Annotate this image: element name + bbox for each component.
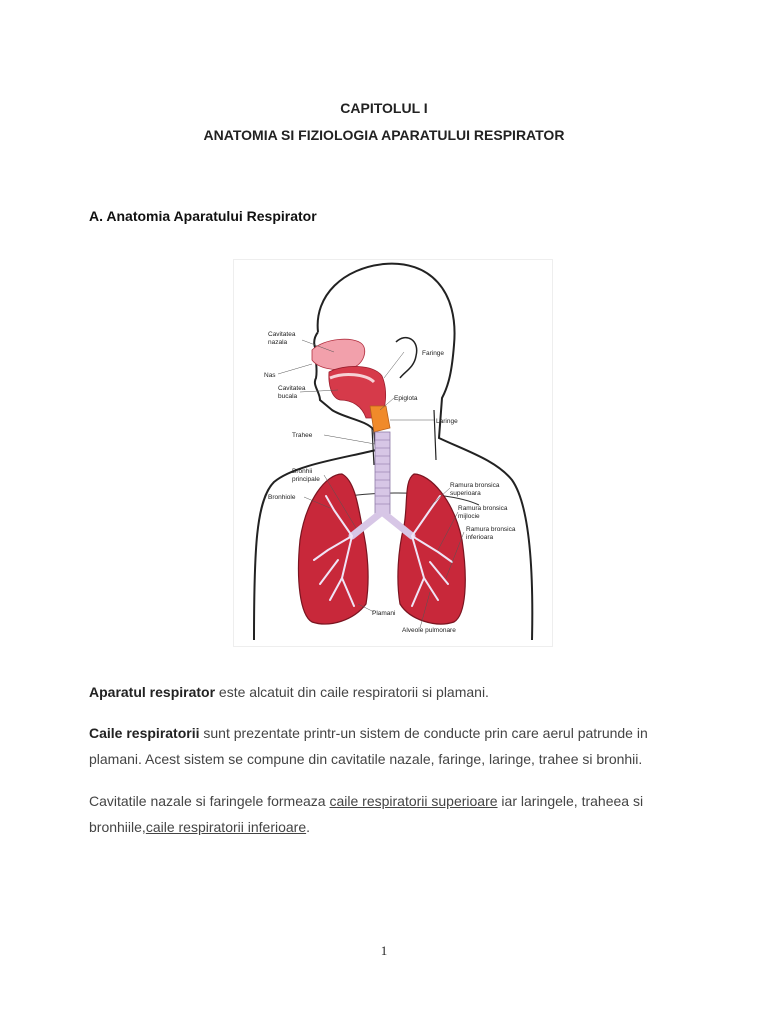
trachea	[375, 432, 390, 514]
label-bronhiole: Bronhiole	[268, 494, 296, 501]
label-faringe: Faringe	[422, 350, 445, 357]
paragraph-text: Cavitatile nazale si faringele formeaza	[89, 793, 330, 809]
paragraph-text: .	[306, 819, 311, 835]
paragraph-text: bronhiile,	[89, 819, 146, 835]
label-cavitatea-bucala-1: Cavitatea	[278, 385, 306, 392]
chapter-heading: CAPITOLUL I	[340, 100, 428, 116]
label-bronhii-2: principale	[292, 476, 320, 483]
left-lung	[299, 474, 369, 624]
term-caile-respiratorii: Caile respiratorii	[89, 725, 200, 741]
label-alveole: Alveole pulmonare	[402, 627, 456, 634]
label-nas: Nas	[264, 372, 276, 379]
paragraph-caile	[89, 720, 709, 772]
respiratory-system-figure	[234, 260, 552, 646]
label-cavitatea-nazala-2: nazala	[268, 339, 288, 346]
label-ramura-inf-2: inferioara	[466, 534, 494, 541]
paragraph-cavitatile	[89, 788, 709, 840]
section-title: A. Anatomia Aparatului Respirator	[89, 208, 317, 224]
label-cavitatea-nazala-1: Cavitatea	[268, 331, 296, 338]
link-caile-superioare[interactable]: caile respiratorii superioare	[329, 793, 498, 809]
label-trahee: Trahee	[292, 432, 313, 439]
chapter-title: ANATOMIA SI FIZIOLOGIA APARATULUI RESPIRATOR	[203, 127, 565, 143]
label-epiglota: Epiglota	[394, 395, 418, 402]
paragraph-text: sunt prezentate printr-un sistem de conducte prin care aerul patrunde in	[199, 725, 648, 741]
paragraph-text: plamani. Acest sistem se compune din cavitatile nazale, faringe, laringe, trahee si bronhii.	[89, 751, 643, 767]
label-bronhii-1: Bronhii	[292, 468, 313, 475]
label-ramura-sup-2: superioara	[450, 490, 481, 497]
body-outline	[254, 264, 532, 640]
nasal-cavity	[312, 339, 365, 369]
link-caile-inferioare[interactable]: caile respiratorii inferioare	[145, 819, 307, 835]
respiratory-diagram	[234, 260, 552, 646]
label-ramura-mij-2: mijlocie	[458, 513, 480, 520]
label-plamani: Plamani	[372, 610, 396, 617]
term-aparatul-respirator: Aparatul respirator	[89, 684, 216, 700]
label-laringe: Laringe	[436, 418, 458, 425]
paragraph-text: este alcatuit din caile respiratorii si plamani.	[215, 684, 489, 700]
paragraph-aparatul	[89, 679, 709, 705]
label-ramura-inf-1: Ramura bronsica	[466, 526, 516, 533]
label-cavitatea-bucala-2: bucala	[278, 393, 298, 400]
label-ramura-mij-1: Ramura bronsica	[458, 505, 508, 512]
paragraph-text: iar laringele, traheea si	[497, 793, 644, 809]
page-number: 1	[380, 943, 388, 958]
label-ramura-sup-1: Ramura bronsica	[450, 482, 500, 489]
ear-outline	[396, 338, 417, 378]
